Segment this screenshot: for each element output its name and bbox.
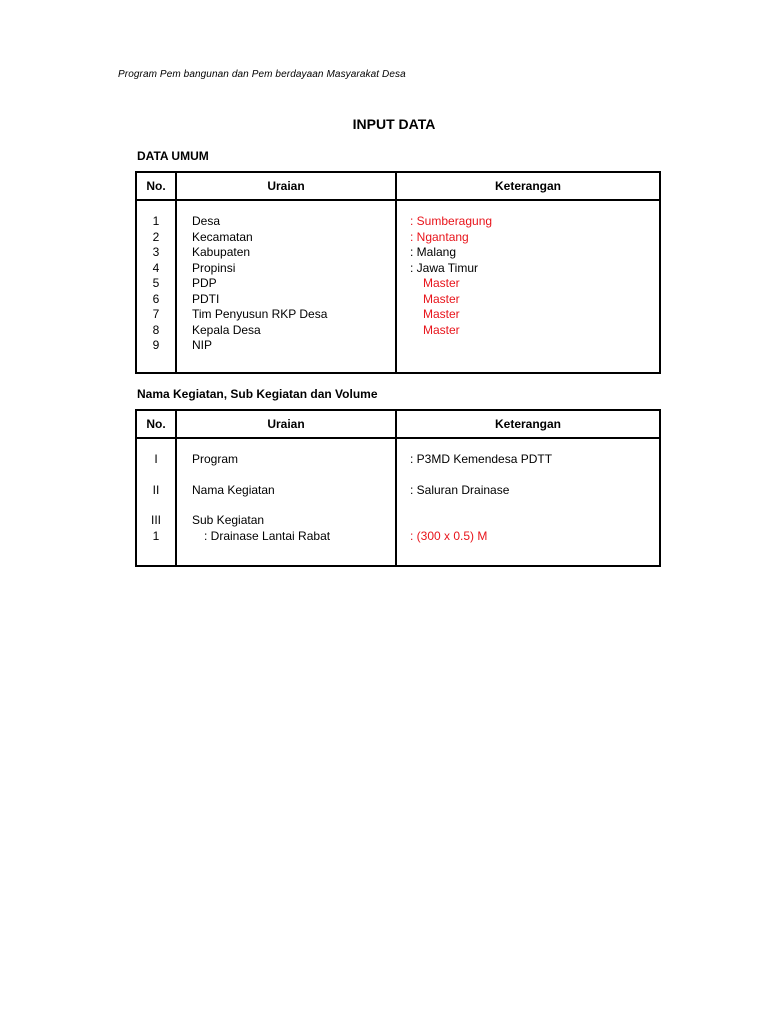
- row-uraian-sub-kegiatan: Sub Kegiatan: [192, 513, 265, 527]
- column-header-uraian: Uraian: [176, 172, 396, 200]
- row-keterangan-kecamatan: : Ngantang: [410, 229, 469, 244]
- row-uraian: PDTI: [192, 291, 220, 306]
- row-no: 4: [152, 260, 160, 275]
- row-no: 9: [152, 338, 160, 352]
- row-no: 2: [152, 229, 160, 244]
- no-column: [136, 438, 176, 566]
- row-keterangan-sub-kegiatan: [410, 513, 659, 529]
- table-body-row: [136, 438, 660, 566]
- row-no: III: [150, 513, 161, 527]
- row-keterangan-kabupaten: : Malang: [410, 245, 457, 259]
- keterangan-column: [396, 200, 660, 373]
- row-uraian: Desa: [192, 214, 221, 228]
- row-uraian-program: Program: [192, 452, 239, 466]
- row-no: 8: [152, 322, 160, 337]
- row-no: II: [152, 482, 160, 497]
- row-no: 7: [152, 307, 160, 321]
- page-title: INPUT DATA: [352, 116, 436, 132]
- document-header: Program Pem bangunan dan Pem berdayaan Masyarakat Desa: [118, 69, 406, 80]
- row-keterangan-kepala-desa: Master: [423, 322, 460, 337]
- column-header-keterangan: Keterangan: [396, 172, 660, 200]
- row-no: I: [154, 452, 158, 466]
- keterangan-column: [396, 438, 660, 566]
- row-keterangan-tim-penyusun: Master: [423, 307, 460, 321]
- column-header-keterangan: Keterangan: [396, 410, 660, 438]
- row-no: 1: [152, 214, 160, 228]
- row-uraian-drainase: : Drainase Lantai Rabat: [204, 528, 331, 543]
- row-uraian: Kepala Desa: [192, 322, 261, 337]
- section-title-data-umum: DATA UMUM: [137, 149, 209, 163]
- column-header-no: No.: [136, 410, 176, 438]
- row-keterangan-pdti: Master: [423, 291, 460, 306]
- row-uraian: PDP: [192, 276, 217, 290]
- column-header-no: No.: [136, 172, 176, 200]
- row-keterangan-volume: : (300 x 0.5) M: [410, 528, 488, 543]
- row-keterangan-nip: [410, 338, 659, 354]
- uraian-column: [176, 200, 396, 373]
- table-header-row: [136, 410, 660, 438]
- row-keterangan-nama-kegiatan: : Saluran Drainase: [410, 482, 510, 497]
- no-column: [136, 200, 176, 373]
- uraian-column: [176, 438, 396, 566]
- row-uraian-nama-kegiatan: Nama Kegiatan: [192, 482, 275, 497]
- row-uraian: Tim Penyusun RKP Desa: [192, 307, 328, 321]
- row-no: 3: [152, 245, 160, 259]
- row-no: 6: [152, 291, 160, 306]
- data-umum-table: [135, 171, 661, 374]
- row-no: 5: [152, 276, 160, 290]
- row-uraian: Propinsi: [192, 260, 236, 275]
- column-header-uraian: Uraian: [176, 410, 396, 438]
- row-uraian: Kabupaten: [192, 245, 251, 259]
- row-uraian: NIP: [192, 338, 213, 352]
- row-keterangan-program: : P3MD Kemendesa PDTT: [410, 452, 553, 466]
- section-title-nama-kegiatan: Nama Kegiatan, Sub Kegiatan dan Volume: [137, 387, 378, 401]
- row-no: 1: [152, 528, 160, 543]
- kegiatan-table: [135, 409, 661, 567]
- row-keterangan-desa: : Sumberagung: [410, 214, 493, 228]
- row-keterangan-propinsi: : Jawa Timur: [410, 260, 479, 275]
- row-keterangan-pdp: Master: [423, 276, 460, 290]
- table-body-row: [136, 200, 660, 373]
- row-uraian: Kecamatan: [192, 229, 253, 244]
- table-header-row: [136, 172, 660, 200]
